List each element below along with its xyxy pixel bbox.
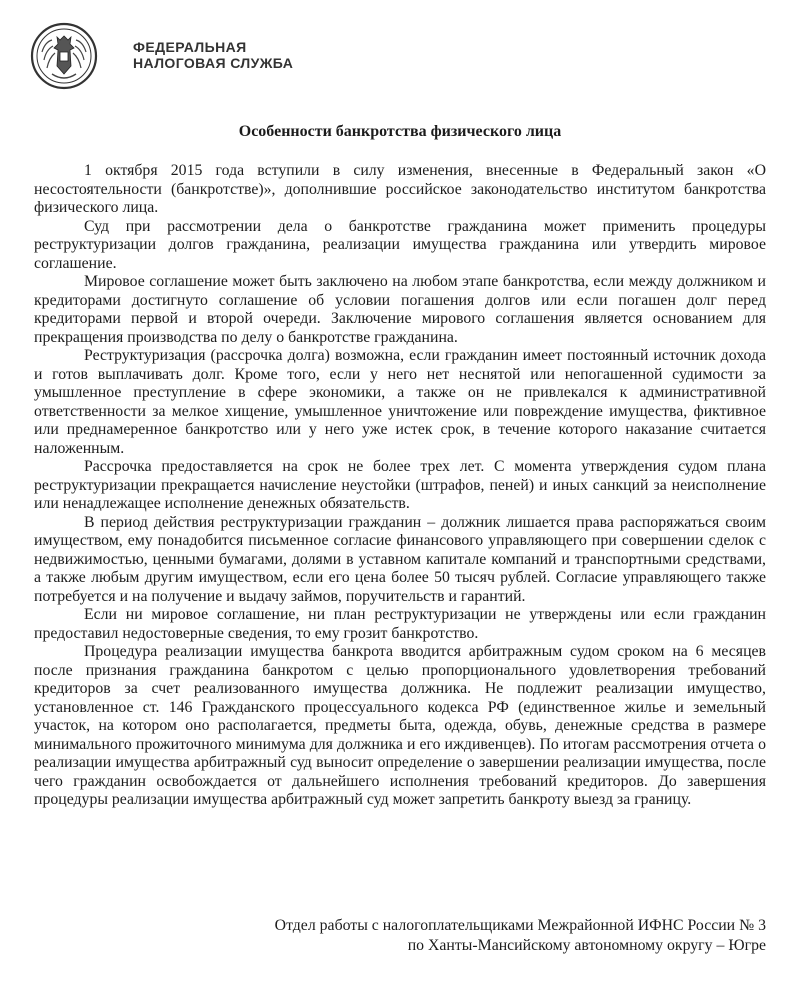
paragraph-8: Процедура реализации имущества банкрота вводится арбитражным судом сроком на 6 месяцев после признания гражданина банкротом с целью пропорционального удовлетворения требований кредиторов за счет реализованного имущества должника. Не подлежит реализации имущество, установленное ст. 146 Гражданского процессуального кодекса РФ (единственное жилье и земельный участок, на котором оно располагается, предметы быта, одежда, обувь, денежные средства в размере минимального прожиточного минимума для должника и его иждивенцев). По итогам рассмотрения отчета о реализации имущества арбитражный суд выносит определение о завершении реализации имущества, после чего гражданин освобождается от дальнейшего исполнения требований кредиторов. До завершения процедуры реализации имущества арбитражный суд может запретить банкроту выезд за границу. xyxy=(34,643,766,808)
paragraph-3: Мировое соглашение может быть заключено на любом этапе банкротства, если между должником и кредиторами достигнуто соглашение об условии погашения долгов или если погашен долг перед кредиторами первой и второй очереди. Заключение мирового соглашения является основанием для прекращения производства по делу о банкротстве гражданина. xyxy=(34,273,766,346)
org-name-line-1: ФЕДЕРАЛЬНАЯ xyxy=(133,39,247,55)
letterhead xyxy=(30,22,770,92)
signature-line-1: Отдел работы с налогоплательщиками Межрайонной ИФНС России № 3 xyxy=(274,917,766,934)
paragraph-2: Суд при рассмотрении дела о банкротстве гражданина может применить процедуры реструктуризации долгов гражданина, реализации имущества гражданина или утвердить мировое соглашение. xyxy=(34,217,766,272)
paragraph-6: В период действия реструктуризации гражданин – должник лишается права распоряжаться своим имуществом, ему понадобится письменное согласие финансового управляющего при совершении сделок с недвижимостью, ценными бумагами, долями в уставном капитале компаний и транспортными средствами, а также любым другим имуществом, если его цена более 50 тысяч рублей. Согласие управляющего также потребуется и на получение и выдачу займов, поручительств и гарантий. xyxy=(34,513,766,605)
org-name-line-2: НАЛОГОВАЯ СЛУЖБА xyxy=(133,55,294,71)
paragraph-1: 1 октября 2015 года вступили в силу изменения, внесенные в Федеральный закон «О несостоятельности (банкротстве)», дополнившие российское законодательство институтом банкротства физического лица. xyxy=(34,162,766,216)
document-body xyxy=(34,162,766,810)
paragraph-5: Рассрочка предоставляется на срок не более трех лет. С момента утверждения судом плана реструктуризации прекращается начисление неустойки (штрафов, пеней) и иных санкций за неисполнение или ненадлежащее исполнение денежных обязательств. xyxy=(34,458,766,512)
signature-line-2: по Ханты-Мансийскому автономному округу – Югре xyxy=(407,937,766,954)
signature-block xyxy=(275,916,766,956)
fns-eagle-emblem-icon xyxy=(30,22,98,90)
document-title: Особенности банкротства физического лица xyxy=(238,123,562,140)
paragraph-7: Если ни мировое соглашение, ни план реструктуризации не утверждены или если гражданин предоставил недостоверные сведения, то ему грозит банкротство. xyxy=(34,606,766,642)
organization-name xyxy=(133,39,293,71)
paragraph-4: Реструктуризация (рассрочка долга) возможна, если гражданин имеет постоянный источник дохода и готов выплачивать долг. Кроме того, если у него нет неснятой или непогашенной судимости за умышленное преступление в сфере экономики, а также он не привлекался к административной ответственности за мелкое хищение, умышленное уничтожение или повреждение имущества, фиктивное или преднамеренное банкротство или у него уже истек срок, в течение которого наказание считается наложенным. xyxy=(34,347,766,457)
